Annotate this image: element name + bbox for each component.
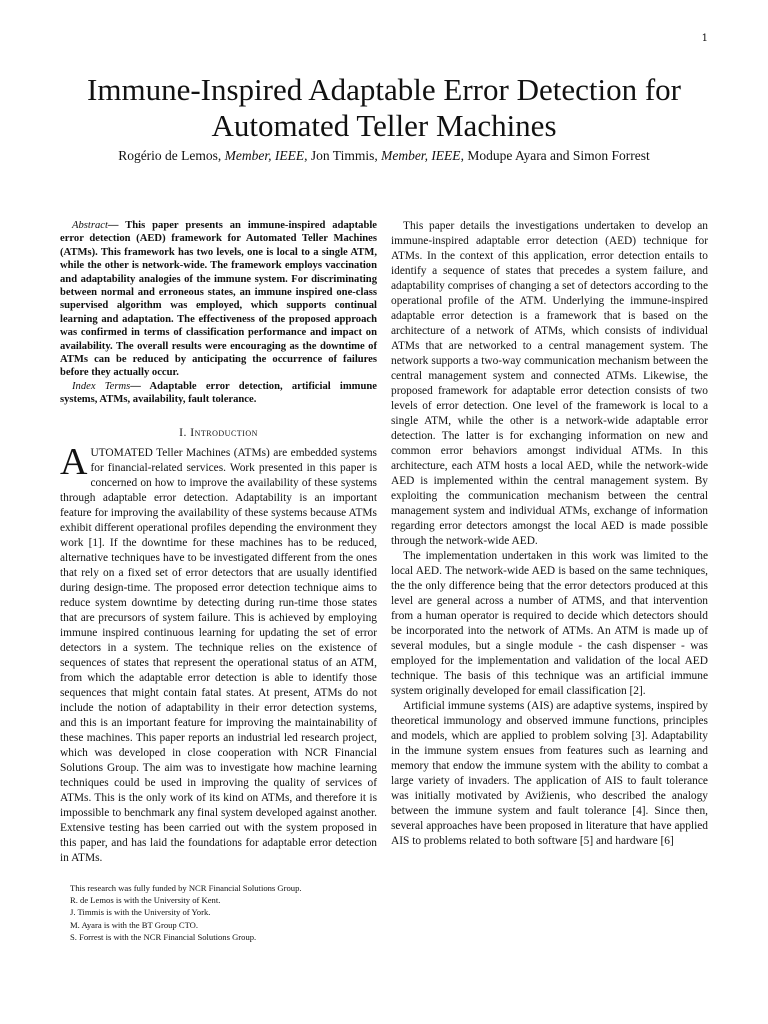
- paper-title: Immune-Inspired Adaptable Error Detection for Automated Teller Machines: [87, 72, 681, 143]
- other-authors: , Modupe Ayara and Simon Forrest: [460, 148, 650, 163]
- intro-paragraph-4: Artificial immune systems (AIS) are adaptive systems, inspired by theoretical immunology and observed immune functions, principles and models, which are applied to problem solving [3]. Adaptability in the immune system ensues from features such as learning and memory that endow the immune system with the ability to combat a large variety of invaders. The application of AIS to fault tolerance was initially motivated by Avižienis, who described the analogy between the immune system and fault tolerance [4]. Since then, several approaches have been proposed in literature that have applied AIS to problems related to both software [5] and hardware [6]: [391, 700, 708, 847]
- abstract-text: — This paper presents an immune-inspired adaptable error detection (AED) framework for Automated Teller Machines (ATMs). This framework has two levels, one is local to a single ATM, while the other is network-wide. The framework employs vaccination and adaptability analogies of the immune system. For discriminating between normal and erroneous states, an immune inspired one-class supervised algorithm was employed, which supports continual learning and adaptation. The effectiveness of the proposed approach was confirmed in terms of classification performance and impact on availability. The overall results were encouraging as the downtime of ATMs can be reduced by anticipating the occurrence of failures before they actually occur.: [60, 220, 377, 379]
- footnote: R. de Lemos is with the University of Kent.: [70, 895, 221, 906]
- intro-paragraph-1-text: UTOMATED Teller Machines (ATMs) are embedded systems for financial-related services. Work presented in this paper is concerned on how to improve the availability of these systems through adaptable error detection. Adaptability is an important feature for improving the availability of these systems because ATMs exhibit different operational profiles depending the environment they work [1]. If the downtime for these machines has to be reduced, alternative techniques have to be investigated different from the ones that rely on a fixed set of error detectors that are usually identified during design-time. The proposed error detection technique aims to reduce system downtime by detecting during run-time those states that are precursors of system failure. This is achieved by employing immune inspired continuous learning for updating the set of error detectors in a system. The technique relies on the existence of sequences of states that represent the operational status of an ATM, from which the adaptable error detection is able to identify those sequences that might contain fatal states. At present, ATMs do not include the notion of adaptability in their error detection systems, and this is an important feature for improving the maintainability of these machines. This paper reports an industrial led research project, which was developed in close cooperation with NCR Financial Solutions Group. The aim was to investigate how machine learning techniques could be used in improving the quality of services of ATMs. This is the only work of its kind on ATMs, and therefore it is impossible to benchmark any final system developed against another. Extensive testing has been carried out with the system proposed in this paper, and has laid the foundations for adaptable error detection in ATMs.: [60, 446, 377, 864]
- author-2-role: Member, IEEE: [381, 148, 461, 163]
- abstract-lead: Abstract: [72, 220, 108, 231]
- author-2: , Jon Timmis,: [304, 148, 382, 163]
- intro-paragraph-1: [60, 440, 377, 866]
- abstract: [60, 219, 377, 380]
- intro-paragraph-3: The implementation undertaken in this work was limited to the local AED. The network-wide AED is based on the same techniques, the the only difference being that the error detectors produced at this level are general across a number of ATMS, and that intervention from a human operator is required to decide which detectors should be incorporated into the network of ATMs. An ATM is made up of several modules, but a single module - the cash dispenser - was employed for the implementation and validation of the local AED technique. The basis of this technique was an artificial immune system originally developed for email classification [2].: [391, 550, 708, 697]
- index-terms: [60, 380, 377, 407]
- right-column: [391, 219, 708, 849]
- author-1-role: Member, IEEE: [224, 148, 305, 163]
- footnotes: [60, 882, 377, 943]
- drop-cap: A: [60, 440, 88, 483]
- index-terms-text: — Adaptable error detection, artificial immune systems, ATMs, availability, fault tolerance.: [60, 380, 377, 406]
- left-column: [60, 219, 377, 866]
- index-terms-lead: Index Terms: [72, 380, 131, 392]
- intro-paragraph-2: This paper details the investigations undertaken to develop an immune-inspired adaptable error detection (AED) technique for ATMs. In the context of this application, error detection entails to identify a sequence of states that precedes a system failure, and adaptability comprises of changing a set of detectors according to the operational profile of the ATM. Underlying the immune-inspired adaptable error detection is a framework that is based on the architecture of a network of ATMs, which consists of individual ATMs that are networked to a central management system. The network supports a two-way communication mechanism between the central management system and connected ATMs. Likewise, the proposed framework for adaptable error detection consists of two levels of error detection. One level of the framework is local to a single ATM, while the other is a network-wide adaptable error detection. The latter is for exchanging information on new and common error behaviors amongst individual ATMs. In this architecture, each ATM hosts a local AED, while the network-wide AED is implemented within the central management system. By exploiting the communication mechanism between the central management system and individual ATMs, exchange of information regarding error detectors amongst the local AED is made possible through the network-wide AED.: [391, 220, 708, 547]
- author-list: [40, 148, 728, 164]
- page-number: 1: [701, 33, 708, 44]
- footnote: S. Forrest is with the NCR Financial Solutions Group.: [70, 931, 257, 942]
- footnote: M. Ayara is with the BT Group CTO.: [70, 919, 199, 930]
- author-1: Rogério de Lemos,: [118, 148, 225, 163]
- footnote: J. Timmis is with the University of York.: [70, 907, 211, 918]
- footnote: This research was fully funded by NCR Financial Solutions Group.: [70, 883, 302, 893]
- section-heading-introduction: I. Introduction: [179, 425, 258, 439]
